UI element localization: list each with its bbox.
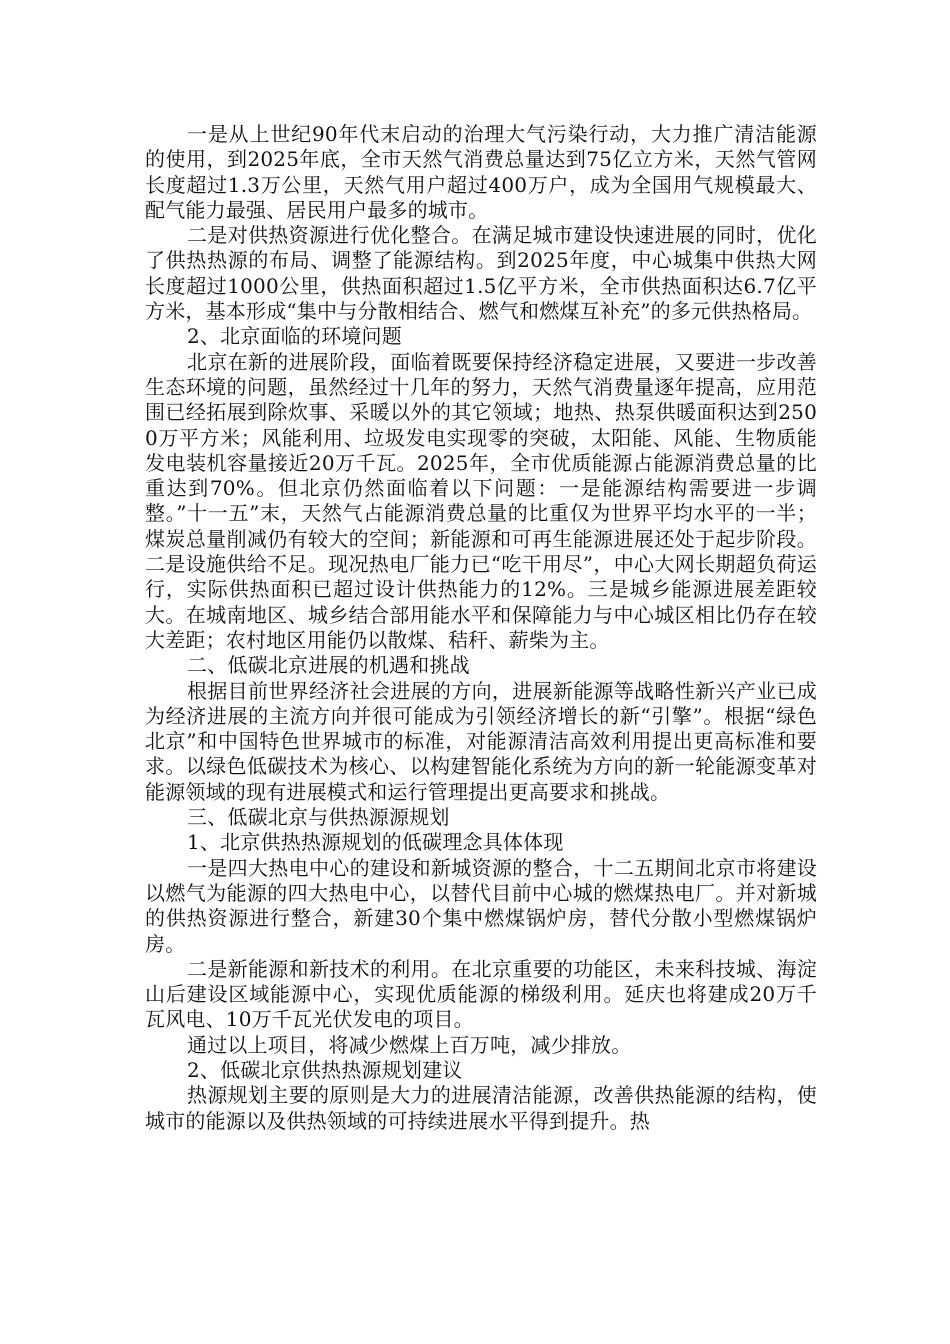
heading-opportunities-challenges: 二、低碳北京进展的机遇和挑战 xyxy=(187,653,470,678)
document-body xyxy=(145,122,817,1134)
paragraph-natural-gas: 一是从上世纪90年代末启动的治理大气污染行动，大力推广清洁能源的使用，到2025年底，全市天然气消费总量达到75亿立方米，天然气管网长度超过1.3万公里，天然气用户超过400万户，成为全国用气规模最大、配气能力最强、居民用户最多的城市。 xyxy=(145,122,817,222)
paragraph-heating-integration: 二是对供热资源进行优化整合。在满足城市建设快速进展的同时，优化了供热热源的布局、调整了能源结构。到2025年度，中心城集中供热大网长度超过1000公里，供热面积超过1.5亿平方米，全市供热面积达6.7亿平方米，基本形成“集中与分散相结合、燃气和燃煤互补充”的多元供热格局。 xyxy=(145,223,817,324)
heading-planning-suggestions: 2、低碳北京供热热源规划建议 xyxy=(187,1057,463,1082)
paragraph-four-thermal-centers: 一是四大热电中心的建设和新城资源的整合，十二五期间北京市将建设以燃气为能源的四大热电中心，以替代目前中心城的燃煤热电厂。并对新城的供热资源进行整合，新建30个集中燃煤锅炉房，替代分散小型燃煤锅炉房。 xyxy=(145,855,817,956)
paragraph-environment-problems: 北京在新的进展阶段，面临着既要保持经济稳定进展，又要进一步改善生态环境的问题，虽然经过十几年的努力，天然气消费量逐年提高，应用范围已经拓展到除炊事、采暖以外的其它领域；地热、热泵供暖面积达到2500万平方米；风能利用、垃圾发电实现零的突破，太阳能、风能、生物质能发电装机容量接近20万千瓦。2025年，全市优质能源占能源消费总量的比重达到70%。但北京仍然面临着以下问题：一是能源结构需要进一步调整。”十一五”末，天然气占能源消费总量的比重仅为世界平均水平的一半；煤炭总量削减仍有较大的空间；新能源和可再生能源进展还处于起步阶段。二是设施供给不足。现况热电厂能力已“吃干用尽”，中心大网长期超负荷运行，实际供热面积已超过设计供热能力的12%。三是城乡能源进展差距较大。在城南地区、城乡结合部用能水平和保障能力与中心城区相比仍存在较大差距；农村地区用能仍以散煤、秸秆、薪柴为主。 xyxy=(145,349,817,652)
heading-environment-problems: 2、北京面临的环境问题 xyxy=(187,324,402,349)
paragraph-new-energy: 二是新能源和新技术的利用。在北京重要的功能区，未来科技城、海淀山后建设区域能源中心，实现优质能源的梯级利用。延庆也将建成20万千瓦风电、10万千瓦光伏发电的项目。 xyxy=(145,956,817,1032)
heading-heat-source-planning: 三、低碳北京与供热源源规划 xyxy=(187,805,450,830)
paragraph-opportunities-challenges: 根据目前世界经济社会进展的方向，进展新能源等战略性新兴产业已成为经济进展的主流方向并很可能成为引领经济增长的新“引擎”。根据“绿色北京”和中国特色世界城市的标准，对能源清洁高效利用提出更高标准和要求。以绿色低碳技术为核心、以构建智能化系统为方向的新一轮能源变革对能源领域的现有进展模式和运行管理提出更高要求和挑战。 xyxy=(145,678,817,804)
heading-low-carbon-concept: 1、北京供热热源规划的低碳理念具体体现 xyxy=(187,830,564,855)
paragraph-reduce-coal: 通过以上项目，将减少燃煤上百万吨，减少排放。 xyxy=(187,1032,632,1057)
paragraph-planning-principle: 热源规划主要的原则是大力的进展清洁能源，改善供热能源的结构，使城市的能源以及供热领域的可持续进展水平得到提升。热 xyxy=(145,1083,817,1133)
